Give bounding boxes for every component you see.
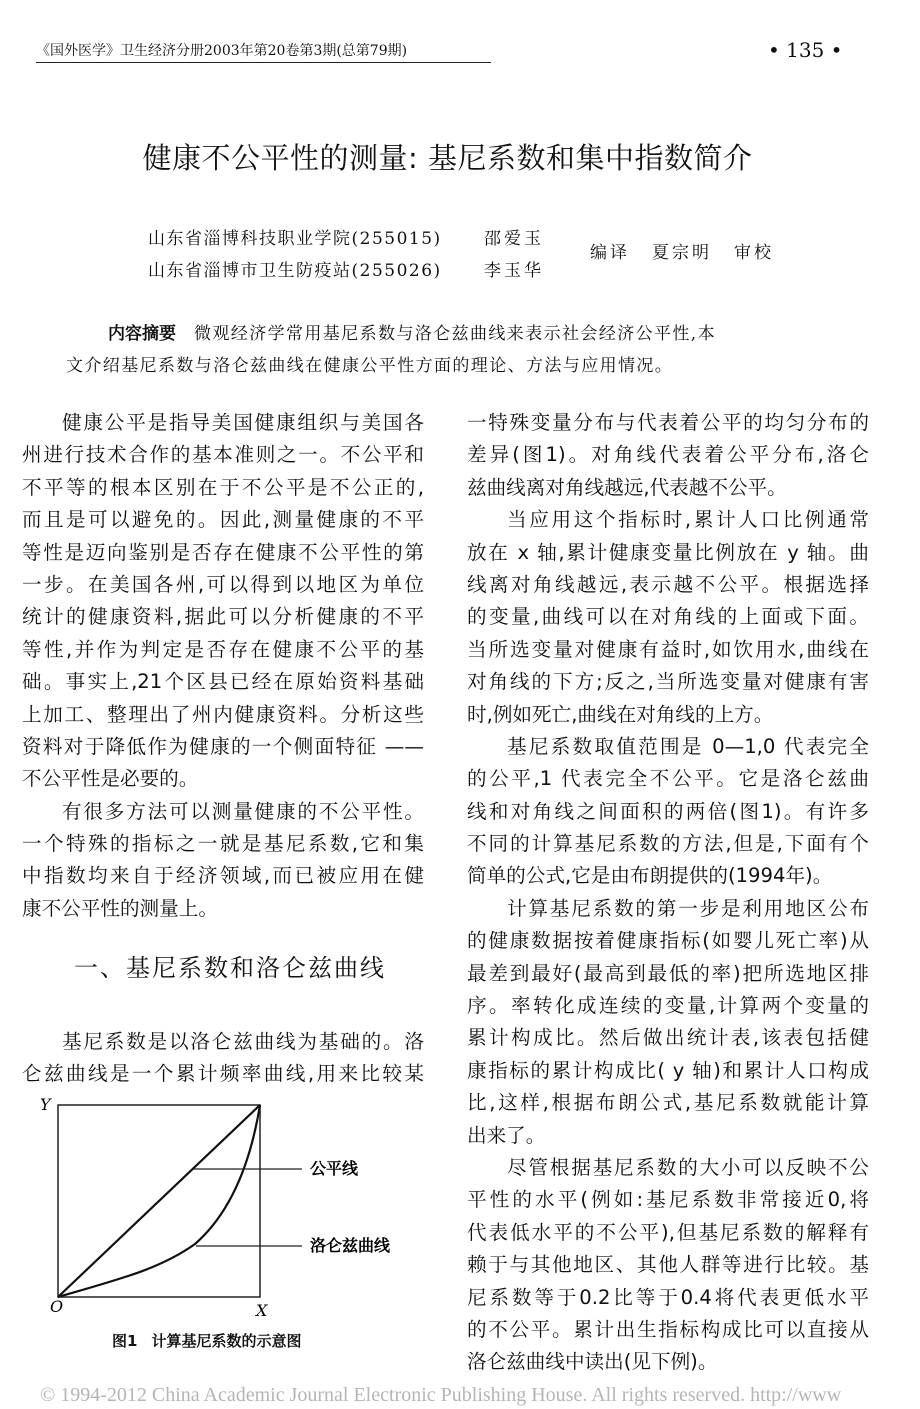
text-line: 础。事实上,21个区县已经在原始资料基础	[22, 670, 424, 694]
translation-credit	[590, 238, 796, 263]
left-column	[22, 407, 424, 925]
text-line: 尼系数等于0.2比等于0.4将代表更低水平	[467, 1285, 869, 1309]
text-line: 的公平,1 代表完全不公平。它是洛仑兹曲	[467, 767, 869, 791]
text-line: 资料对于降低作为健康的一个侧面特征 ——	[22, 734, 424, 758]
text-line: 的不公平。累计出生指标构成比可以直接从	[467, 1317, 869, 1341]
page-number: • 135 •	[768, 38, 843, 62]
x-axis-label: X	[256, 1301, 268, 1320]
text-line: 累计构成比。然后做出统计表,该表包括健	[467, 1026, 869, 1050]
running-header: 《国外医学》卫生经济分册2003年第20卷第3期(总第79期)	[36, 40, 491, 63]
text-line: 统计的健康资料,据此可以分析健康的不平	[22, 605, 424, 629]
abstract-line: 文介绍基尼系数与洛仑兹曲线在健康公平性方面的理论、方法与应用情况。	[66, 356, 674, 376]
affiliation-2: 山东省淄博市卫生防疫站(255026)	[148, 261, 442, 281]
affiliation-1: 山东省淄博科技职业学院(255015)	[148, 229, 442, 249]
article-title: 健康不公平性的测量: 基尼系数和集中指数简介	[142, 141, 753, 175]
text-line: 一个特殊的指标之一就是基尼系数,它和集	[22, 832, 424, 856]
text-line: 时,例如死亡,曲线在对角线的上方。	[467, 702, 774, 726]
lorenz-label: 洛仑兹曲线	[310, 1236, 391, 1255]
text-line: 上加工、整理出了州内健康资料。分析这些	[22, 702, 424, 726]
text-line: 一步。在美国各州,可以得到以地区为单位	[22, 572, 424, 596]
text-line: 的健康数据按着健康指标(如婴儿死亡率)从	[467, 929, 869, 953]
text-line: 出来了。	[467, 1123, 546, 1147]
text-line: 一特殊变量分布与代表着公平的均匀分布的	[467, 411, 869, 434]
text-line: 洛仑兹曲线中读出(见下例)。	[467, 1350, 718, 1374]
text-line: 放在 x 轴,累计健康变量比例放在 y 轴。曲	[467, 540, 869, 564]
author-1: 邵爱玉	[484, 229, 544, 249]
abstract-line: 微观经济学常用基尼系数与洛仑兹曲线来表示社会经济公平性,本	[194, 324, 717, 344]
text-line: 等性是迈向鉴别是否存在健康不公平性的第	[22, 540, 424, 564]
abstract	[66, 318, 828, 382]
text-line: 不平等的根本区别在于不公平是不公正的,	[22, 475, 424, 499]
text-line: 当应用这个指标时,累计人口比例通常	[507, 508, 869, 532]
text-line: 基尼系数取值范围是 0—1,0 代表完全	[507, 734, 869, 758]
text-line: 有很多方法可以测量健康的不公平性。	[62, 799, 424, 823]
text-line: 康不公平性的测量上。	[22, 896, 218, 920]
text-line: 仑兹曲线是一个累计频率曲线,用来比较某	[22, 1062, 424, 1086]
author-2: 李玉华	[484, 261, 544, 281]
text-line: 差异(图1)。对角线代表着公平分布,洛仑	[467, 443, 869, 467]
text-line: 的变量,曲线可以在对角线的上面或下面。	[467, 605, 869, 629]
text-line: 而且是可以避免的。因此,测量健康的不平	[22, 508, 424, 532]
copyright-watermark: © 1994-2012 China Academic Journal Electronic Publishing House. All rights reserved. http://www	[40, 1384, 842, 1406]
text-line: 最差到最好(最高到最低的率)把所选地区排	[467, 961, 869, 985]
text-line: 不同的计算基尼系数的方法,但是,下面有个	[467, 832, 869, 856]
text-line: 计算基尼系数的第一步是利用地区公布	[507, 896, 869, 920]
figure-caption-text: 计算基尼系数的示意图	[151, 1332, 302, 1350]
text-line: 不公平性是必要的。	[22, 767, 199, 791]
text-line: 等性,并作为判定是否存在健康不公平的基	[22, 637, 424, 661]
figure-number: 图1	[112, 1332, 138, 1350]
origin-label: O	[50, 1297, 64, 1316]
text-line: 简单的公式,它是由布朗提供的(1994年)。	[467, 864, 833, 888]
text-line: 比,这样,根据布朗公式,基尼系数就能计算	[467, 1091, 869, 1115]
left-column-continued	[22, 1026, 424, 1091]
translator-role: 编译	[590, 243, 630, 263]
right-column	[467, 407, 869, 1379]
reviewer-role: 审校	[734, 243, 774, 263]
equality-label: 公平线	[310, 1159, 359, 1178]
text-line: 线和对角线之间面积的两倍(图1)。有许多	[467, 799, 869, 823]
figure-lorenz-curve	[30, 1094, 410, 1324]
text-line: 康指标的累计构成比( y 轴)和累计人口构成	[467, 1058, 869, 1082]
text-line: 中指数均来自于经济领域,而已被应用在健	[22, 864, 424, 888]
text-line: 对角线的下方;反之,当所选变量对健康有害	[467, 670, 869, 694]
reviewer-name: 夏宗明	[652, 243, 712, 263]
figure-caption	[112, 1330, 315, 1351]
text-line: 当所选变量对健康有益时,如饮用水,曲线在	[467, 637, 869, 661]
text-line: 线离对角线越远,表示越不公平。根据选择	[467, 572, 869, 596]
text-line: 兹曲线离对角线越远,代表越不公平。	[467, 475, 787, 499]
text-line: 赖于与其他地区、其他人群等进行比较。基	[467, 1253, 869, 1277]
text-line: 尽管根据基尼系数的大小可以反映不公	[507, 1155, 869, 1179]
text-line: 代表低水平的不公平),但基尼系数的解释有	[467, 1220, 869, 1244]
text-line: 序。率转化成连续的变量,计算两个变量的	[467, 994, 869, 1018]
abstract-label: 内容摘要	[108, 324, 176, 344]
text-line: 基尼系数是以洛仑兹曲线为基础的。洛	[62, 1030, 424, 1053]
section-heading: 一、基尼系数和洛仑兹曲线	[74, 954, 386, 982]
text-line: 健康公平是指导美国健康组织与美国各	[62, 411, 424, 434]
text-line: 平性的水平(例如:基尼系数非常接近0,将	[467, 1188, 869, 1212]
text-line: 州进行技术合作的基本准则之一。不公平和	[22, 443, 424, 467]
y-axis-label: Y	[40, 1095, 51, 1114]
